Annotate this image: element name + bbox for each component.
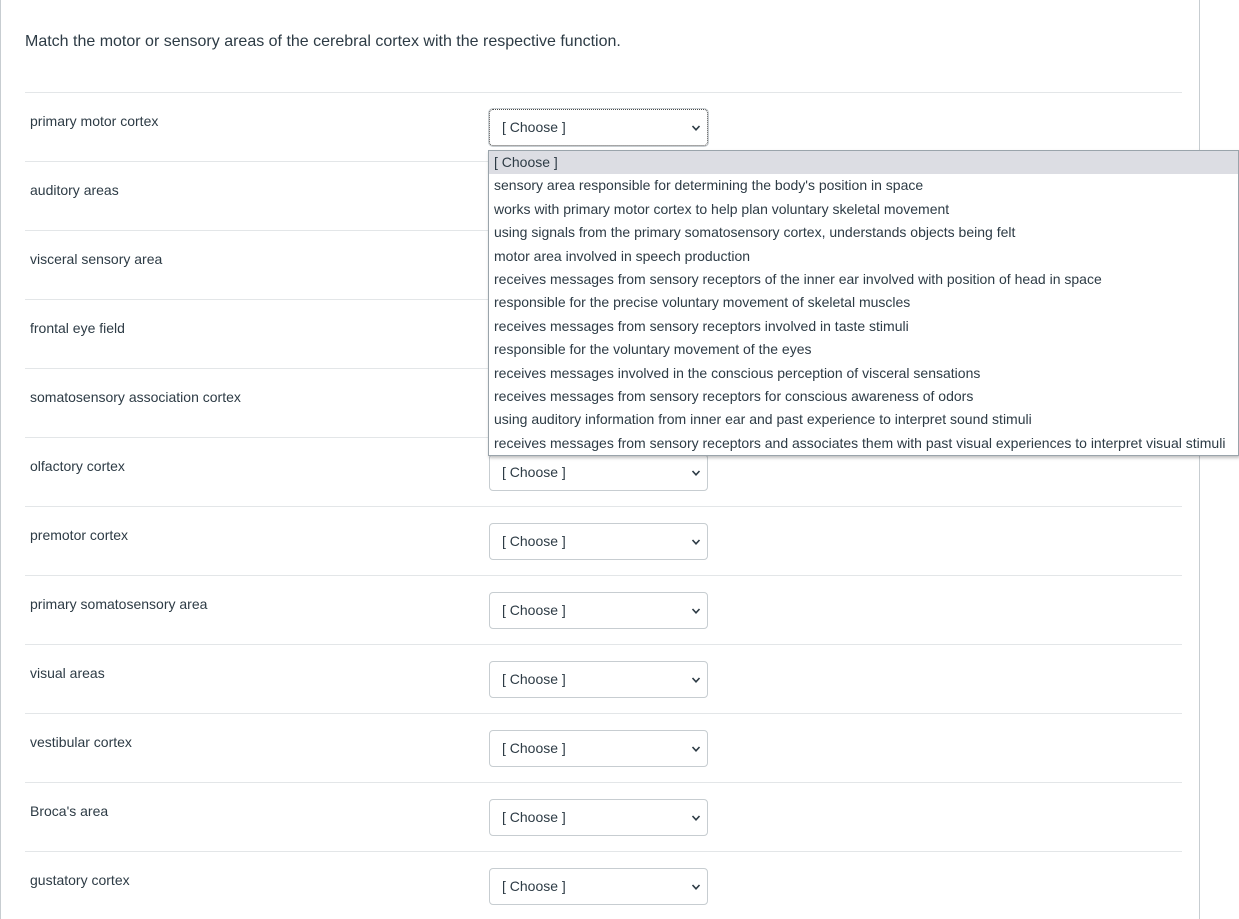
dropdown-option[interactable]: [ Choose ]	[489, 151, 1238, 174]
match-row	[25, 506, 1182, 575]
answer-select[interactable]	[489, 799, 708, 836]
dropdown-option[interactable]: works with primary motor cortex to help plan voluntary skeletal movement	[494, 200, 950, 217]
answer-select-value: [ Choose ]	[502, 809, 566, 825]
match-term: primary motor cortex	[30, 113, 159, 129]
answer-select-value: [ Choose ]	[502, 533, 566, 549]
match-term: somatosensory association cortex	[30, 389, 241, 405]
dropdown-option[interactable]: motor area involved in speech production	[494, 247, 751, 264]
match-row	[25, 575, 1182, 644]
chevron-down-icon	[691, 675, 701, 685]
dropdown-option[interactable]: receives messages from sensory receptors involved in taste stimuli	[494, 317, 909, 334]
dropdown-option[interactable]: receives messages from sensory receptors and associates them with past visual experiences to interpret visual stimuli	[494, 434, 1226, 451]
match-row	[25, 713, 1182, 782]
answer-select[interactable]	[489, 592, 708, 629]
chevron-down-icon	[691, 123, 701, 133]
match-term: Broca's area	[30, 803, 109, 819]
dropdown-option[interactable]: responsible for the voluntary movement of the eyes	[494, 341, 812, 358]
match-term: premotor cortex	[30, 527, 129, 543]
answer-select[interactable]	[489, 523, 708, 560]
match-term: primary somatosensory area	[30, 596, 208, 612]
chevron-down-icon	[691, 606, 701, 616]
dropdown-option[interactable]: using signals from the primary somatosensory cortex, understands objects being felt	[494, 224, 1016, 241]
answer-select-value: [ Choose ]	[502, 878, 566, 894]
match-term: auditory areas	[30, 182, 119, 198]
answer-select[interactable]	[489, 868, 708, 905]
chevron-down-icon	[691, 468, 701, 478]
match-term: visual areas	[30, 665, 105, 681]
answer-dropdown-list	[488, 150, 1239, 456]
answer-select[interactable]	[489, 454, 708, 491]
chevron-down-icon	[691, 744, 701, 754]
answer-select-value: [ Choose ]	[502, 740, 566, 756]
match-term: vestibular cortex	[30, 734, 132, 750]
dropdown-option[interactable]: receives messages involved in the conscious perception of visceral sensations	[494, 364, 981, 381]
chevron-down-icon	[691, 537, 701, 547]
dropdown-option[interactable]: receives messages from sensory receptors of the inner ear involved with position of head in space	[494, 270, 1102, 287]
match-row	[25, 851, 1182, 919]
answer-select[interactable]	[489, 109, 708, 146]
dropdown-option[interactable]: using auditory information from inner ear and past experience to interpret sound stimuli	[494, 411, 1032, 428]
chevron-down-icon	[691, 882, 701, 892]
answer-select[interactable]	[489, 730, 708, 767]
dropdown-option[interactable]: receives messages from sensory receptors for conscious awareness of odors	[494, 387, 974, 404]
dropdown-option[interactable]: sensory area responsible for determining the body's position in space	[494, 177, 924, 194]
match-term: gustatory cortex	[30, 872, 130, 888]
match-term: frontal eye field	[30, 320, 125, 336]
match-row	[25, 782, 1182, 851]
match-term: visceral sensory area	[30, 251, 163, 267]
question-prompt: Match the motor or sensory areas of the cerebral cortex with the respective function.	[25, 33, 621, 50]
answer-select-value: [ Choose ]	[502, 671, 566, 687]
chevron-down-icon	[691, 813, 701, 823]
dropdown-option[interactable]: responsible for the precise voluntary movement of skeletal muscles	[494, 294, 911, 311]
answer-select-value: [ Choose ]	[502, 602, 566, 618]
answer-select[interactable]	[489, 661, 708, 698]
match-term: olfactory cortex	[30, 458, 125, 474]
answer-select-value: [ Choose ]	[502, 464, 566, 480]
answer-select-value: [ Choose ]	[502, 119, 566, 135]
match-row	[25, 644, 1182, 713]
